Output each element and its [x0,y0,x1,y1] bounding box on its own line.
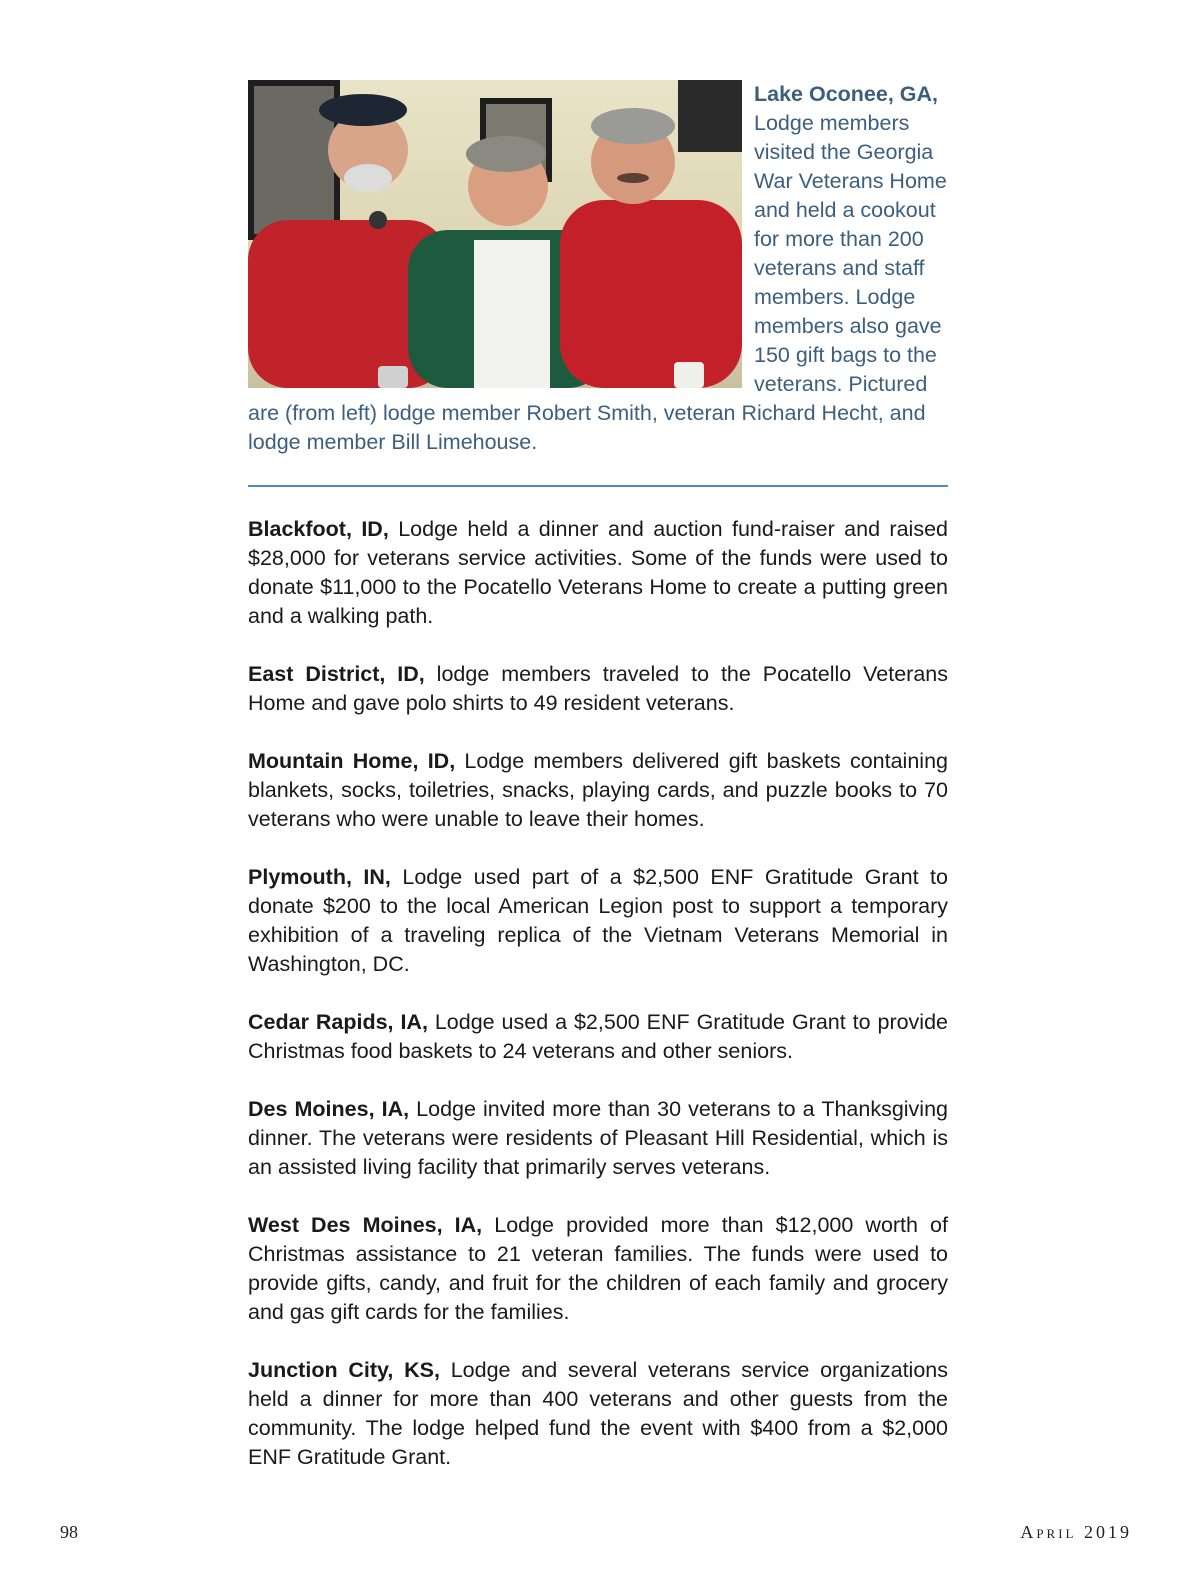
entry-text: Lodge held a dinner and auction fund-raiser and raised $28,000 for veterans service activities. Some of the funds were used to donate $11,000 to the Pocatello Veterans Home to create a putting green and a walking path. [248,517,948,628]
entry-east-district [248,660,948,718]
entry-text: Lodge members delivered gift baskets containing blankets, socks, toiletries, snacks, playing cards, and puzzle books to 70 veterans who were unable to leave their homes. [248,749,948,831]
section-divider [248,485,948,487]
entry-location: Junction City, KS, [248,1358,440,1382]
entry-west-des-moines [248,1211,948,1327]
entry-location: Blackfoot, ID, [248,517,389,541]
page-number: 98 [60,1522,78,1542]
caption-text: Lodge members visited the Georgia War Veterans Home and held a cookout for more than 200 veterans and staff members. Lodge members also gave 150 gift bags to the veterans. Pictured are (from left) lodge member Robert Smith, veteran Richard Hecht, and lodge member Bill Limehouse. [248,111,947,454]
entry-junction-city [248,1356,948,1472]
article-body [248,80,948,1501]
entry-des-moines [248,1095,948,1182]
entry-blackfoot [248,515,948,631]
entry-text: Lodge used part of a $2,500 ENF Gratitude Grant to donate $200 to the local American Legion post to support a temporary exhibition of a traveling replica of the Vietnam Veterans Memorial in Washington, DC. [248,865,948,976]
issue-date: April 2019 [1020,1522,1132,1542]
entry-location: Cedar Rapids, IA, [248,1010,428,1034]
entry-mountain-home [248,747,948,834]
entry-text: Lodge invited more than 30 veterans to a Thanksgiving dinner. The veterans were residents of Pleasant Hill Residential, which is an assisted living facility that primarily serves veterans. [248,1097,948,1179]
photo-block [248,80,948,457]
entry-plymouth [248,863,948,979]
entry-location: Plymouth, IN, [248,865,391,889]
entry-text: Lodge provided more than $12,000 worth of Christmas assistance to 21 veteran families. The funds were used to provide gifts, candy, and fruit for the children of each family and grocery and gas gift cards for the families. [248,1213,948,1324]
entry-cedar-rapids [248,1008,948,1066]
caption-location: Lake Oconee, GA, [754,82,939,106]
entry-location: East District, ID, [248,662,425,686]
entry-location: Mountain Home, ID, [248,749,456,773]
entry-text: Lodge used a $2,500 ENF Gratitude Grant to provide Christmas food baskets to 24 veterans and other seniors. [248,1010,948,1063]
entry-text: lodge members traveled to the Pocatello Veterans Home and gave polo shirts to 49 resident veterans. [248,662,948,715]
veterans-photo [248,80,742,388]
entry-text: Lodge and several veterans service organizations held a dinner for more than 400 veterans and other guests from the community. The lodge helped fund the event with $400 from a $2,000 ENF Gratitude Grant. [248,1358,948,1469]
entry-location: West Des Moines, IA, [248,1213,483,1237]
entry-location: Des Moines, IA, [248,1097,410,1121]
